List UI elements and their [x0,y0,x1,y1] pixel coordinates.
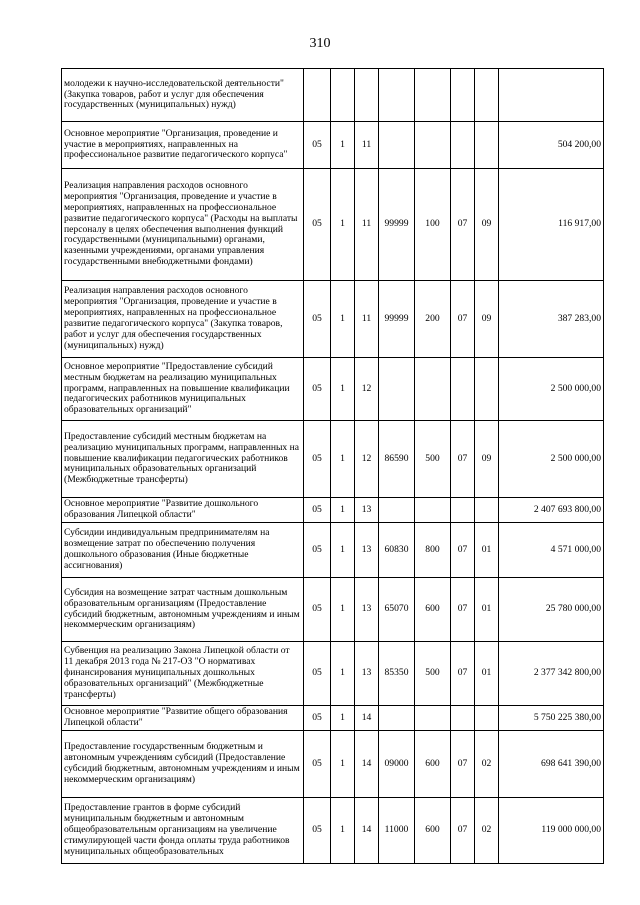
row-code-c3: 12 [355,421,379,498]
row-code-c1: 05 [304,421,331,498]
row-code-c1 [304,69,331,122]
row-description: Основное мероприятие "Предоставление субсидий местным бюджетам на реализацию муниципальных программ, направленных на повышение квалификации педагогических работников муниципальных образовательных организаций" [62,358,304,421]
table-row [62,169,604,281]
row-code-c1: 05 [304,731,331,798]
row-code-c1: 05 [304,642,331,706]
row-description: Предоставление грантов в форме субсидий муниципальным бюджетным и автономным общеобразовательным организациям на увеличение стимулирующей части фонда оплаты труда работников муниципальных общеобразовательных [62,798,304,864]
row-code-c4: 60830 [379,523,415,578]
table-row [62,523,604,578]
row-description: Реализация направления расходов основного мероприятия "Организация, проведение и участие в мероприятиях, направленных на профессиональное развитие педагогического корпуса" (Расходы на выплаты персоналу в целях обеспечения выполнения функций государственными (муниципальными) органами, казенными учреждениями, органами управления государственными внебюджетными фондами) [62,169,304,281]
row-description: Основное мероприятие "Организация, проведение и участие в мероприятиях, направленных на профессиональное развитие педагогического корпуса" [62,122,304,169]
row-code-c2: 1 [331,578,355,642]
row-code-c7 [475,122,499,169]
row-code-c4: 11000 [379,798,415,864]
row-code-c6 [451,69,475,122]
row-code-c2: 1 [331,421,355,498]
row-code-c4: 99999 [379,169,415,281]
row-amount: 5 750 225 380,00 [499,706,604,731]
row-code-c6: 07 [451,421,475,498]
table-row [62,421,604,498]
row-description: Субвенция на реализацию Закона Липецкой области от 11 декабря 2013 года № 217-ОЗ "О нормативах финансирования муниципальных дошкольных образовательных организаций" (Межбюджетные трансферты) [62,642,304,706]
row-code-c6: 07 [451,578,475,642]
row-code-c6: 07 [451,642,475,706]
row-code-c7: 02 [475,798,499,864]
row-amount: 2 500 000,00 [499,421,604,498]
row-code-c3: 13 [355,498,379,523]
row-code-c3: 14 [355,798,379,864]
row-code-c7 [475,706,499,731]
row-code-c2: 1 [331,523,355,578]
row-code-c7: 09 [475,169,499,281]
row-code-c4: 86590 [379,421,415,498]
row-amount: 116 917,00 [499,169,604,281]
row-code-c5: 100 [415,169,451,281]
row-code-c4 [379,69,415,122]
row-code-c1: 05 [304,122,331,169]
row-code-c6: 07 [451,798,475,864]
row-code-c2: 1 [331,281,355,358]
table-row [62,642,604,706]
row-code-c7: 01 [475,578,499,642]
row-code-c7: 09 [475,281,499,358]
row-code-c3 [355,69,379,122]
row-amount [499,69,604,122]
row-description: Предоставление субсидий местным бюджетам на реализацию муниципальных программ, направленных на повышение квалификации педагогических работников муниципальных образовательных организаций (Межбюджетные трансферты) [62,421,304,498]
row-code-c6 [451,358,475,421]
row-code-c3: 11 [355,122,379,169]
row-code-c5 [415,706,451,731]
row-amount: 4 571 000,00 [499,523,604,578]
row-code-c2: 1 [331,358,355,421]
row-code-c6: 07 [451,281,475,358]
row-code-c6: 07 [451,169,475,281]
row-amount: 25 780 000,00 [499,578,604,642]
row-code-c5: 600 [415,798,451,864]
row-code-c2: 1 [331,498,355,523]
row-code-c7: 09 [475,421,499,498]
table-row [62,731,604,798]
row-code-c3: 11 [355,281,379,358]
row-code-c1: 05 [304,358,331,421]
row-description: Предоставление государственным бюджетным и автономным учреждениям субсидий (Предоставление субсидий бюджетным, автономным учреждениям и иным некоммерческим организациям) [62,731,304,798]
row-code-c3: 14 [355,706,379,731]
row-code-c1: 05 [304,578,331,642]
row-amount: 2 407 693 800,00 [499,498,604,523]
row-description: Субсидия на возмещение затрат частным дошкольным образовательным организациям (Предоставление субсидий бюджетным, автономным учреждениям и иным некоммерческим организациям) [62,578,304,642]
row-code-c5: 500 [415,642,451,706]
row-description: Реализация направления расходов основного мероприятия "Организация, проведение и участие в мероприятиях, направленных на профессиональное развитие педагогического корпуса" (Закупка товаров, работ и услуг для обеспечения государственных (муниципальных) нужд) [62,281,304,358]
row-code-c7: 02 [475,731,499,798]
row-code-c5: 600 [415,731,451,798]
row-code-c1: 05 [304,523,331,578]
row-code-c2 [331,69,355,122]
row-code-c7 [475,358,499,421]
row-code-c7 [475,498,499,523]
table-row [62,578,604,642]
row-code-c3: 13 [355,523,379,578]
row-code-c1: 05 [304,798,331,864]
table-row [62,122,604,169]
row-amount: 504 200,00 [499,122,604,169]
row-code-c5 [415,358,451,421]
row-code-c1: 05 [304,169,331,281]
row-amount: 119 000 000,00 [499,798,604,864]
page-number: 310 [309,36,331,51]
table-row [62,69,604,122]
table-row [62,706,604,731]
budget-table [61,68,604,864]
row-code-c3: 14 [355,731,379,798]
row-code-c7 [475,69,499,122]
row-code-c6 [451,122,475,169]
row-code-c2: 1 [331,731,355,798]
row-code-c3: 12 [355,358,379,421]
row-code-c4: 99999 [379,281,415,358]
row-code-c6: 07 [451,523,475,578]
row-code-c5 [415,498,451,523]
row-amount: 387 283,00 [499,281,604,358]
row-code-c1: 05 [304,706,331,731]
row-code-c5 [415,69,451,122]
row-code-c5: 600 [415,578,451,642]
row-amount: 2 377 342 800,00 [499,642,604,706]
row-code-c5: 800 [415,523,451,578]
row-code-c4 [379,358,415,421]
row-code-c6 [451,498,475,523]
row-code-c7: 01 [475,642,499,706]
row-code-c4 [379,498,415,523]
row-code-c5: 500 [415,421,451,498]
row-code-c4: 85350 [379,642,415,706]
row-code-c4: 09000 [379,731,415,798]
row-amount: 698 641 390,00 [499,731,604,798]
row-code-c4 [379,122,415,169]
row-description: молодежи к научно-исследовательской деятельности" (Закупка товаров, работ и услуг для обеспечения государственных (муниципальных) нужд) [62,69,304,122]
row-code-c6 [451,706,475,731]
table-row [62,358,604,421]
row-code-c3: 13 [355,578,379,642]
row-amount: 2 500 000,00 [499,358,604,421]
row-code-c4: 65070 [379,578,415,642]
row-description: Субсидии индивидуальным предпринимателям на возмещение затрат по обеспечению получения дошкольного образования (Иные бюджетные ассигнования) [62,523,304,578]
table-row [62,798,604,864]
row-code-c5: 200 [415,281,451,358]
row-code-c3: 11 [355,169,379,281]
row-code-c1: 05 [304,281,331,358]
row-code-c2: 1 [331,706,355,731]
row-description: Основное мероприятие "Развитие дошкольного образования Липецкой области" [62,498,304,523]
row-code-c3: 13 [355,642,379,706]
row-code-c2: 1 [331,642,355,706]
row-code-c7: 01 [475,523,499,578]
row-code-c6: 07 [451,731,475,798]
row-code-c5 [415,122,451,169]
row-code-c2: 1 [331,169,355,281]
table-row [62,498,604,523]
row-description: Основное мероприятие "Развитие общего образования Липецкой области" [62,706,304,731]
row-code-c2: 1 [331,798,355,864]
row-code-c2: 1 [331,122,355,169]
row-code-c1: 05 [304,498,331,523]
table-row [62,281,604,358]
row-code-c4 [379,706,415,731]
